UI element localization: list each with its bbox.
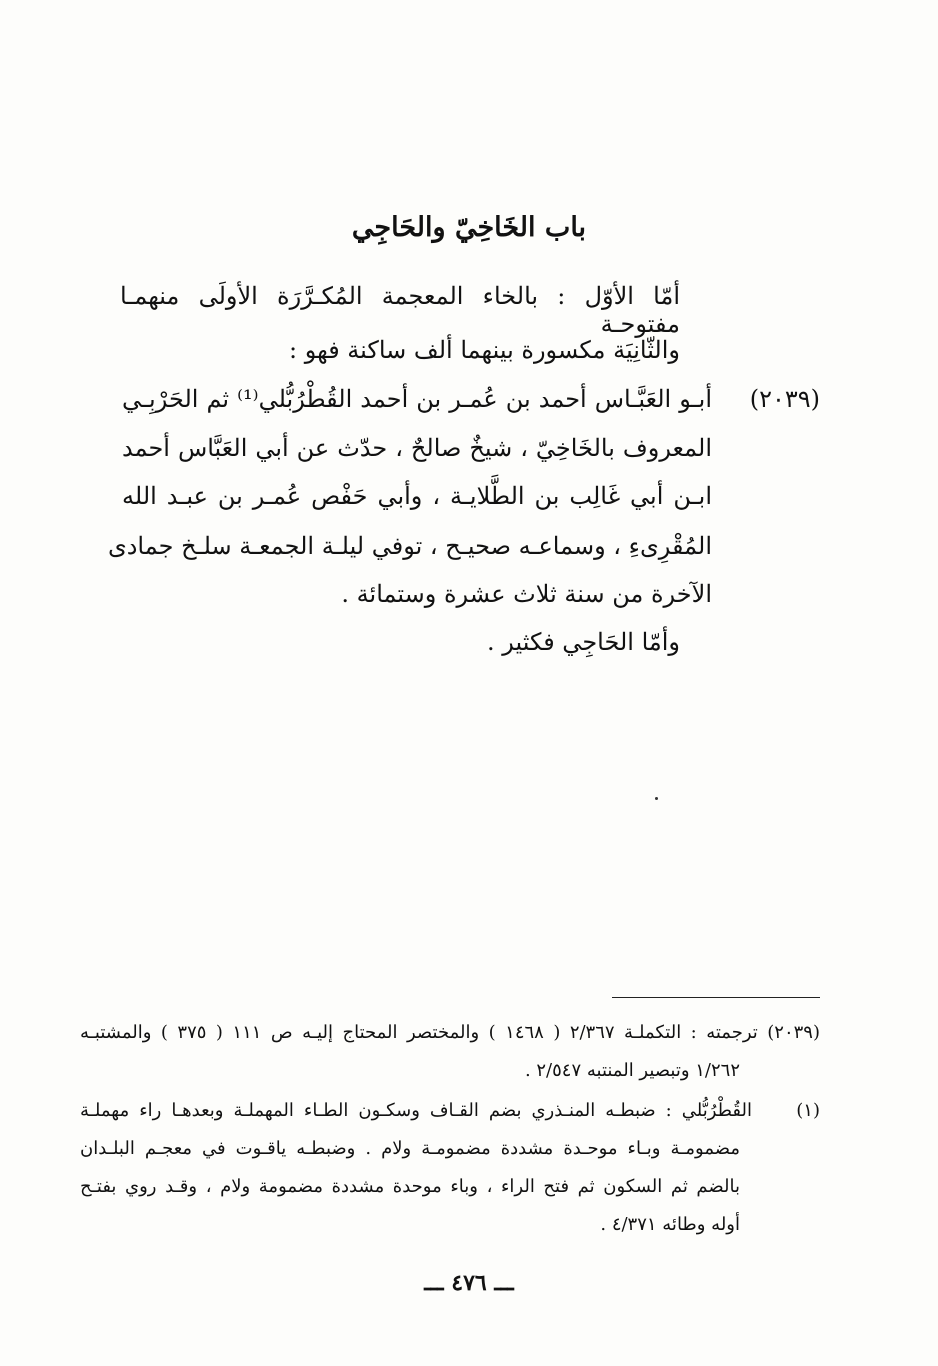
closing-line: وأمّا الحَاجِي فكثير . xyxy=(486,628,680,656)
page-number: ـــ ٤٧٦ ـــ xyxy=(424,1270,514,1296)
chapter-title: باب الخَاخِيّ والحَاجِي xyxy=(351,212,587,243)
footnote-line-2: ١/٢٦٢ وتبصير المنتبه ٢/٥٤٧ . xyxy=(524,1060,740,1081)
entry-line-5: الآخرة من سنة ثلاث عشرة وستمائة . xyxy=(341,580,712,608)
entry-line-3: ابـن أبي غَالِب بن الطَّلايـة ، وأبي حَفْص عُمـر بن عبـد الله xyxy=(122,482,712,510)
footnote-divider xyxy=(612,997,820,998)
entry-line-2: المعروف بالخَاخِيّ ، شيخٌ صالحٌ ، حدّث عن أبي العَبَّاس أحمد xyxy=(122,434,712,462)
entry-line-4: المُقْرِىءِ ، وسماعـه صحيـح ، توفي ليلـة الجمعـة سلـخ جمادى xyxy=(107,532,712,560)
footnote-line-5: بالضم ثم السكون ثم فتح الراء ، وباء موحدة مشددة مضمومة ولام ، وقـد روي بفتـح xyxy=(80,1176,740,1197)
footnote-marker: (١) xyxy=(796,1100,820,1121)
footnote-line-6: أوله وطائه ٤/٣٧١ . xyxy=(600,1214,740,1235)
intro-line-1: أمّا الأوّل : بالخاء المعجمة المُكـرَّرَة الأولَى منهمـا مفتوحـة xyxy=(120,282,680,338)
speck-dot xyxy=(655,797,658,800)
entry-number: (٢٠٣٩) xyxy=(749,385,820,413)
footnote-line-4: مضمومـة وبـاء موحـدة مشددة مضمومـة ولام . وضبطـه ياقـوت في معجـم البلـدان xyxy=(80,1138,740,1159)
entry-line-1: أبـو العَبَّـاس أحمد بن عُمـر بن أحمد القُطْرُبُّلي⁽¹⁾ ثم الحَرْبِـي xyxy=(122,385,713,413)
footnote-line-3: القُطْرُبُّلي : ضبطـه المنـذري بضم القـاف وسكـون الطـاء المهملـة وبعدهـا راء مهملـة xyxy=(80,1100,752,1121)
footnote-line-1: (٢٠٣٩) ترجمته : التكملـة ٢/٣٦٧ ( ١٤٦٨ ) والمختصر المحتاج إليـه ص ١١١ ( ٣٧٥ ) والمشتبـه xyxy=(80,1022,820,1043)
intro-line-2: والثّانِيَة مكسورة بينهما ألف ساكنة فهو : xyxy=(289,336,680,364)
